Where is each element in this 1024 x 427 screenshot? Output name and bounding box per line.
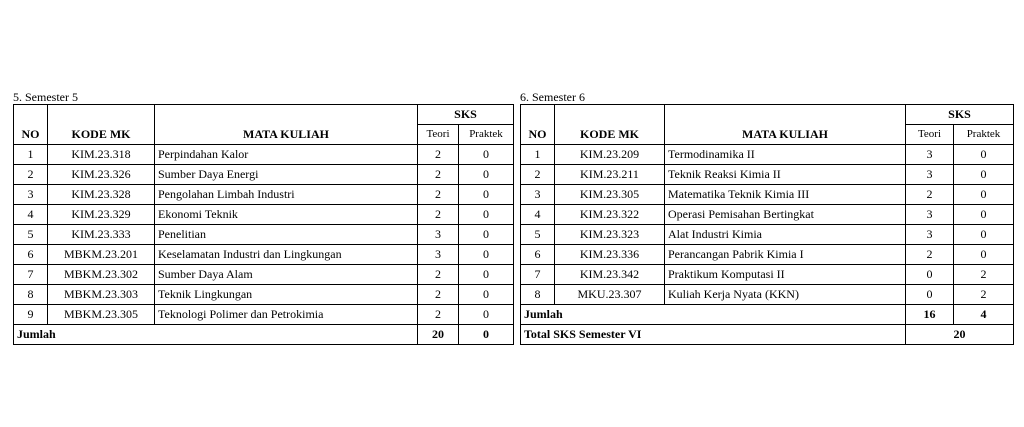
row-mata-kuliah: Teknik Lingkungan [155, 285, 418, 305]
row-kode: KIM.23.305 [555, 185, 665, 205]
no-header-top [14, 105, 48, 125]
row-praktek: 0 [459, 205, 514, 225]
row-kode: MBKM.23.303 [48, 285, 155, 305]
row-teori: 2 [418, 305, 459, 325]
row-teori: 2 [418, 185, 459, 205]
praktek-header: Praktek [954, 125, 1014, 145]
jumlah-praktek: 0 [459, 325, 514, 345]
row-no: 7 [14, 265, 48, 285]
kode-header-top [555, 105, 665, 125]
row-kode: MBKM.23.302 [48, 265, 155, 285]
row-kode: KIM.23.326 [48, 165, 155, 185]
row-no: 5 [14, 225, 48, 245]
row-mata-kuliah: Teknik Reaksi Kimia II [665, 165, 906, 185]
table-row [521, 225, 1014, 245]
row-teori: 3 [906, 225, 954, 245]
semester-6-section [520, 90, 1014, 345]
table-row [14, 305, 514, 325]
semester-5-table [13, 104, 514, 345]
table-row [521, 285, 1014, 305]
teori-header: Teori [418, 125, 459, 145]
row-praktek: 2 [954, 265, 1014, 285]
row-kode: KIM.23.329 [48, 205, 155, 225]
mata-kuliah-header: MATA KULIAH [665, 125, 906, 145]
row-mata-kuliah: Perpindahan Kalor [155, 145, 418, 165]
no-header: NO [14, 125, 48, 145]
jumlah-row [521, 305, 1014, 325]
row-kode: KIM.23.336 [555, 245, 665, 265]
row-no: 6 [14, 245, 48, 265]
mata-header-top [665, 105, 906, 125]
row-kode: MBKM.23.305 [48, 305, 155, 325]
sks-header: SKS [906, 105, 1014, 125]
row-kode: KIM.23.318 [48, 145, 155, 165]
row-kode: KIM.23.342 [555, 265, 665, 285]
semester-6-rows [521, 145, 1014, 305]
jumlah-row [14, 325, 514, 345]
row-no: 1 [521, 145, 555, 165]
row-no: 6 [521, 245, 555, 265]
total-sks-row [521, 325, 1014, 345]
row-mata-kuliah: Operasi Pemisahan Bertingkat [665, 205, 906, 225]
row-teori: 2 [418, 265, 459, 285]
row-teori: 2 [906, 185, 954, 205]
kode-header-top [48, 105, 155, 125]
row-teori: 2 [418, 285, 459, 305]
table-row [521, 205, 1014, 225]
row-praktek: 0 [954, 245, 1014, 265]
no-header-top [521, 105, 555, 125]
table-row [521, 165, 1014, 185]
row-kode: KIM.23.333 [48, 225, 155, 245]
row-teori: 3 [418, 245, 459, 265]
jumlah-label: Jumlah [14, 325, 418, 345]
row-teori: 2 [906, 245, 954, 265]
teori-header: Teori [906, 125, 954, 145]
row-praktek: 0 [459, 225, 514, 245]
row-praktek: 0 [459, 145, 514, 165]
kode-mk-header: KODE MK [48, 125, 155, 145]
table-row [521, 245, 1014, 265]
table-row [14, 145, 514, 165]
row-no: 4 [521, 205, 555, 225]
row-mata-kuliah: Matematika Teknik Kimia III [665, 185, 906, 205]
row-praktek: 0 [459, 245, 514, 265]
row-kode: KIM.23.328 [48, 185, 155, 205]
table-row [14, 245, 514, 265]
semester-5-rows [14, 145, 514, 325]
jumlah-label: Jumlah [521, 305, 906, 325]
row-no: 5 [521, 225, 555, 245]
row-no: 2 [14, 165, 48, 185]
row-no: 3 [14, 185, 48, 205]
jumlah-teori: 16 [906, 305, 954, 325]
row-mata-kuliah: Teknologi Polimer dan Petrokimia [155, 305, 418, 325]
row-teori: 2 [418, 165, 459, 185]
row-mata-kuliah: Penelitian [155, 225, 418, 245]
row-no: 2 [521, 165, 555, 185]
praktek-header: Praktek [459, 125, 514, 145]
row-no: 7 [521, 265, 555, 285]
semester-6-title: 6. Semester 6 [520, 90, 585, 104]
row-mata-kuliah: Ekonomi Teknik [155, 205, 418, 225]
semester-5-section [13, 90, 514, 345]
table-row [521, 145, 1014, 165]
row-kode: MKU.23.307 [555, 285, 665, 305]
row-praktek: 0 [459, 265, 514, 285]
row-praktek: 0 [954, 205, 1014, 225]
row-mata-kuliah: Sumber Daya Alam [155, 265, 418, 285]
row-teori: 3 [906, 145, 954, 165]
row-teori: 3 [906, 205, 954, 225]
row-kode: MBKM.23.201 [48, 245, 155, 265]
table-row [14, 165, 514, 185]
row-praktek: 0 [459, 165, 514, 185]
row-mata-kuliah: Praktikum Komputasi II [665, 265, 906, 285]
semester-6-table [520, 104, 1014, 345]
row-teori: 0 [906, 285, 954, 305]
table-row [14, 265, 514, 285]
sks-header: SKS [418, 105, 514, 125]
row-teori: 3 [418, 225, 459, 245]
table-row [521, 265, 1014, 285]
row-no: 8 [521, 285, 555, 305]
row-praktek: 0 [954, 225, 1014, 245]
table-row [14, 285, 514, 305]
row-mata-kuliah: Perancangan Pabrik Kimia I [665, 245, 906, 265]
row-teori: 2 [418, 145, 459, 165]
row-praktek: 0 [954, 185, 1014, 205]
row-praktek: 0 [459, 285, 514, 305]
row-praktek: 2 [954, 285, 1014, 305]
no-header: NO [521, 125, 555, 145]
row-no: 3 [521, 185, 555, 205]
mata-kuliah-header: MATA KULIAH [155, 125, 418, 145]
row-kode: KIM.23.323 [555, 225, 665, 245]
row-praktek: 0 [459, 185, 514, 205]
mata-header-top [155, 105, 418, 125]
row-no: 8 [14, 285, 48, 305]
row-kode: KIM.23.322 [555, 205, 665, 225]
row-teori: 2 [418, 205, 459, 225]
row-kode: KIM.23.211 [555, 165, 665, 185]
row-teori: 3 [906, 165, 954, 185]
row-praktek: 0 [954, 165, 1014, 185]
row-teori: 0 [906, 265, 954, 285]
row-mata-kuliah: Alat Industri Kimia [665, 225, 906, 245]
row-mata-kuliah: Kuliah Kerja Nyata (KKN) [665, 285, 906, 305]
row-no: 9 [14, 305, 48, 325]
semester-5-title: 5. Semester 5 [13, 90, 78, 104]
row-mata-kuliah: Sumber Daya Energi [155, 165, 418, 185]
table-row [14, 225, 514, 245]
row-no: 4 [14, 205, 48, 225]
row-mata-kuliah: Termodinamika II [665, 145, 906, 165]
jumlah-teori: 20 [418, 325, 459, 345]
row-praktek: 0 [459, 305, 514, 325]
total-sks-label: Total SKS Semester VI [521, 325, 906, 345]
row-praktek: 0 [954, 145, 1014, 165]
total-sks-value: 20 [906, 325, 1014, 345]
table-row [14, 185, 514, 205]
jumlah-praktek: 4 [954, 305, 1014, 325]
table-row [14, 205, 514, 225]
row-mata-kuliah: Keselamatan Industri dan Lingkungan [155, 245, 418, 265]
table-row [521, 185, 1014, 205]
row-mata-kuliah: Pengolahan Limbah Industri [155, 185, 418, 205]
row-no: 1 [14, 145, 48, 165]
row-kode: KIM.23.209 [555, 145, 665, 165]
kode-mk-header: KODE MK [555, 125, 665, 145]
